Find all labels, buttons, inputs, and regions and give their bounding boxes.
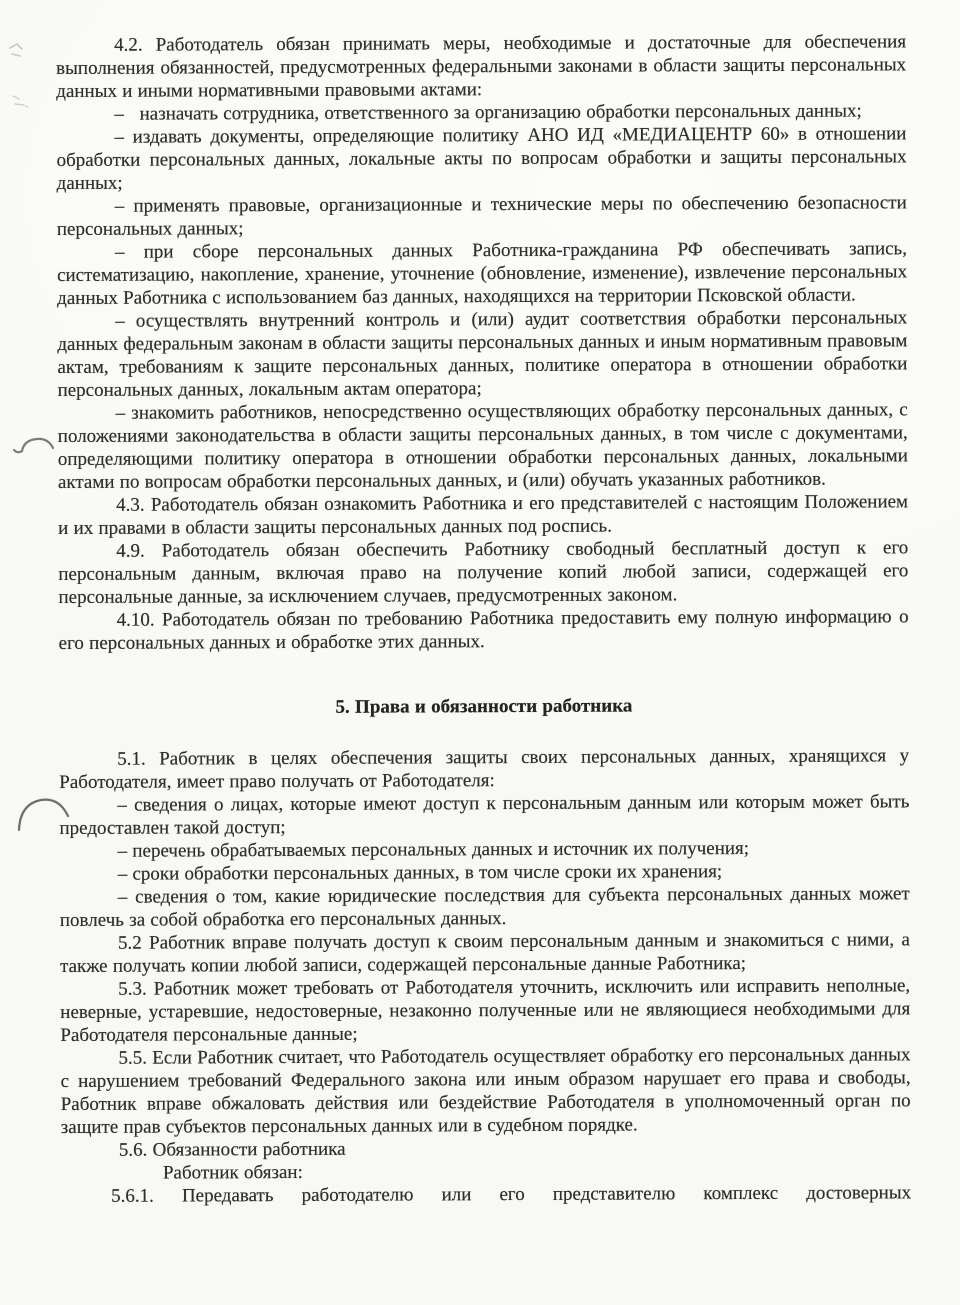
pencil-scribble-mark — [10, 88, 36, 114]
bullet-data-collection: – при сборе персональных данных Работника-гражданина РФ обеспечивать запись, систематизацию, накопление, хранение, уточнение (обновление, изменение), извлечение персональных данных Работника с использованием баз данных, находящихся на территории Псковской области. — [57, 238, 908, 309]
paragraph-4-10: 4.10. Работодатель обязан по требованию Работника предоставить ему полную информацию о его персональных данных и обработке этих данных. — [58, 606, 909, 654]
paragraph-4-2: 4.2. Работодатель обязан принимать меры, необходимые и достаточные для обеспечения выполнения обязанностей, предусмотренных федеральными законами в области защиты персональных данных и иными нормативными правовыми актами: — [56, 31, 907, 102]
paragraph-4-3: 4.3. Работодатель обязан ознакомить Работника и его представителей с настоящим Положением и их правами в области защиты персональных данных под роспись. — [58, 491, 909, 539]
paragraph-employee-must: Работник обязан: — [162, 1161, 303, 1184]
document-body — [56, 30, 911, 1208]
bullet-data-list: – перечень обрабатываемых персональных данных и источник их получения; — [117, 837, 750, 862]
paragraph-5-6: 5.6. Обязанности работника — [118, 1138, 346, 1161]
bullet-internal-control: – осуществлять внутренний контроль и (или) аудит соответствия обработки персональных данных федеральным законам в области защиты персональных данных и иным нормативным правовым актам, требованиям к защите персональных данных, политике оператора в отношении обработки персональных данных, локальным актам оператора; — [57, 307, 908, 401]
bullet-appoint-officer: – назначать сотрудника, ответственного за организацию обработки персональных данных; — [114, 100, 862, 125]
paragraph-5-6-1: 5.6.1. Передавать работодателю или его представителю комплекс достоверных — [111, 1182, 912, 1207]
bullet-legal-consequences: – сведения о том, какие юридические последствия для субъекта персональных данных может повлечь за собой обработка его персональных данных. — [59, 883, 910, 931]
section-5-heading: 5. Права и обязанности работника — [335, 695, 633, 718]
bullet-familiarize-employees: – знакомить работников, непосредственно осуществляющих обработку персональных данных, с положениями законодательства в области защиты персональных данных, в том числе с документами, определяющими политику оператора в отношении обработки персональных данных, локальными актами по вопросам обработки персональных данных, и (или) обучать указанных работников. — [57, 399, 908, 493]
pencil-scribble-mark — [6, 38, 36, 66]
bullet-access-persons: – сведения о лицах, которые имеют доступ к персональным данным или которым может быть предоставлен такой доступ; — [59, 791, 910, 839]
paragraph-5-2: 5.2 Работник вправе получать доступ к своим персональным данным и знакомиться с ними, а также получать копии любой записи, содержащей персональные данные Работника; — [60, 929, 911, 977]
paragraph-4-9: 4.9. Работодатель обязан обеспечить Работнику свободный бесплатный доступ к его персональным данным, включая право на получение копий любой записи, содержащей его персональные данные, за исключением случаев, предусмотренных законом. — [58, 537, 909, 608]
paragraph-5-1: 5.1. Работник в целях обеспечения защиты своих персональных данных, хранящихся у Работодателя, имеет право получать от Работодателя: — [59, 745, 910, 793]
paragraph-5-5: 5.5. Если Работник считает, что Работодатель осуществляет обработку его персональных данных с нарушением требований Федерального закона или иным образом нарушает его права и свободы, Работник вправе обжаловать действия или бездействие Работодателя в уполномоченный орган по защите прав субъектов персональных данных или в судебном порядке. — [60, 1044, 911, 1138]
bullet-apply-measures: – применять правовые, организационные и технические меры по обеспечению безопасности персональных данных; — [56, 192, 907, 240]
bullet-issue-documents: – издавать документы, определяющие политику АНО ИД «МЕДИАЦЕНТР 60» в отношении обработки персональных данных, локальные акты по вопросам обработки и защиты персональных данных; — [56, 123, 907, 194]
pen-arc-mark — [12, 432, 56, 458]
paragraph-5-3: 5.3. Работник может требовать от Работодателя уточнить, исключить или исправить неполные, неверные, устаревшие, недостоверные, незаконно полученные или не являющиеся необходимыми для Работодателя персональные данные; — [60, 975, 911, 1046]
bullet-processing-terms: – сроки обработки персональных данных, в том числе сроки их хранения; — [117, 861, 723, 885]
